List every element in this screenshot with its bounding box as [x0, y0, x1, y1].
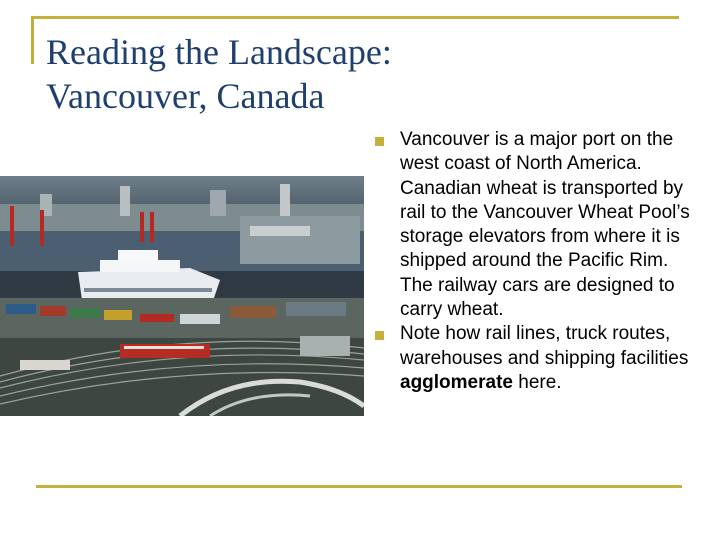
slide-title — [46, 30, 606, 118]
bullet-list — [372, 128, 692, 395]
title-line-2: Vancouver, Canada — [46, 76, 325, 116]
bullet-text-after: here. — [512, 371, 562, 393]
title-rule-top — [31, 16, 679, 19]
vancouver-port-photo — [0, 176, 364, 416]
bullet-text-before: Note how rail lines, truck routes, warehouses and shipping facilities — [400, 323, 689, 369]
bullet-text: Vancouver is a major port on the west coast of North America. Canadian wheat is transported by rail to the Vancouver Wheat Pool’s storage elevators from where it is shipped around the Pacific Rim. The railway cars are designed to carry wheat. — [400, 129, 690, 321]
bullet-item — [372, 128, 692, 322]
title-line-1: Reading the Landscape: — [46, 32, 392, 72]
bottom-rule — [36, 485, 682, 488]
bullet-item — [372, 322, 692, 395]
bullet-square-icon — [375, 331, 384, 340]
port-aerial-image — [0, 176, 364, 416]
bullet-square-icon — [375, 137, 384, 146]
title-rule-left — [31, 16, 34, 64]
bullet-emphasis: agglomerate — [400, 371, 513, 393]
